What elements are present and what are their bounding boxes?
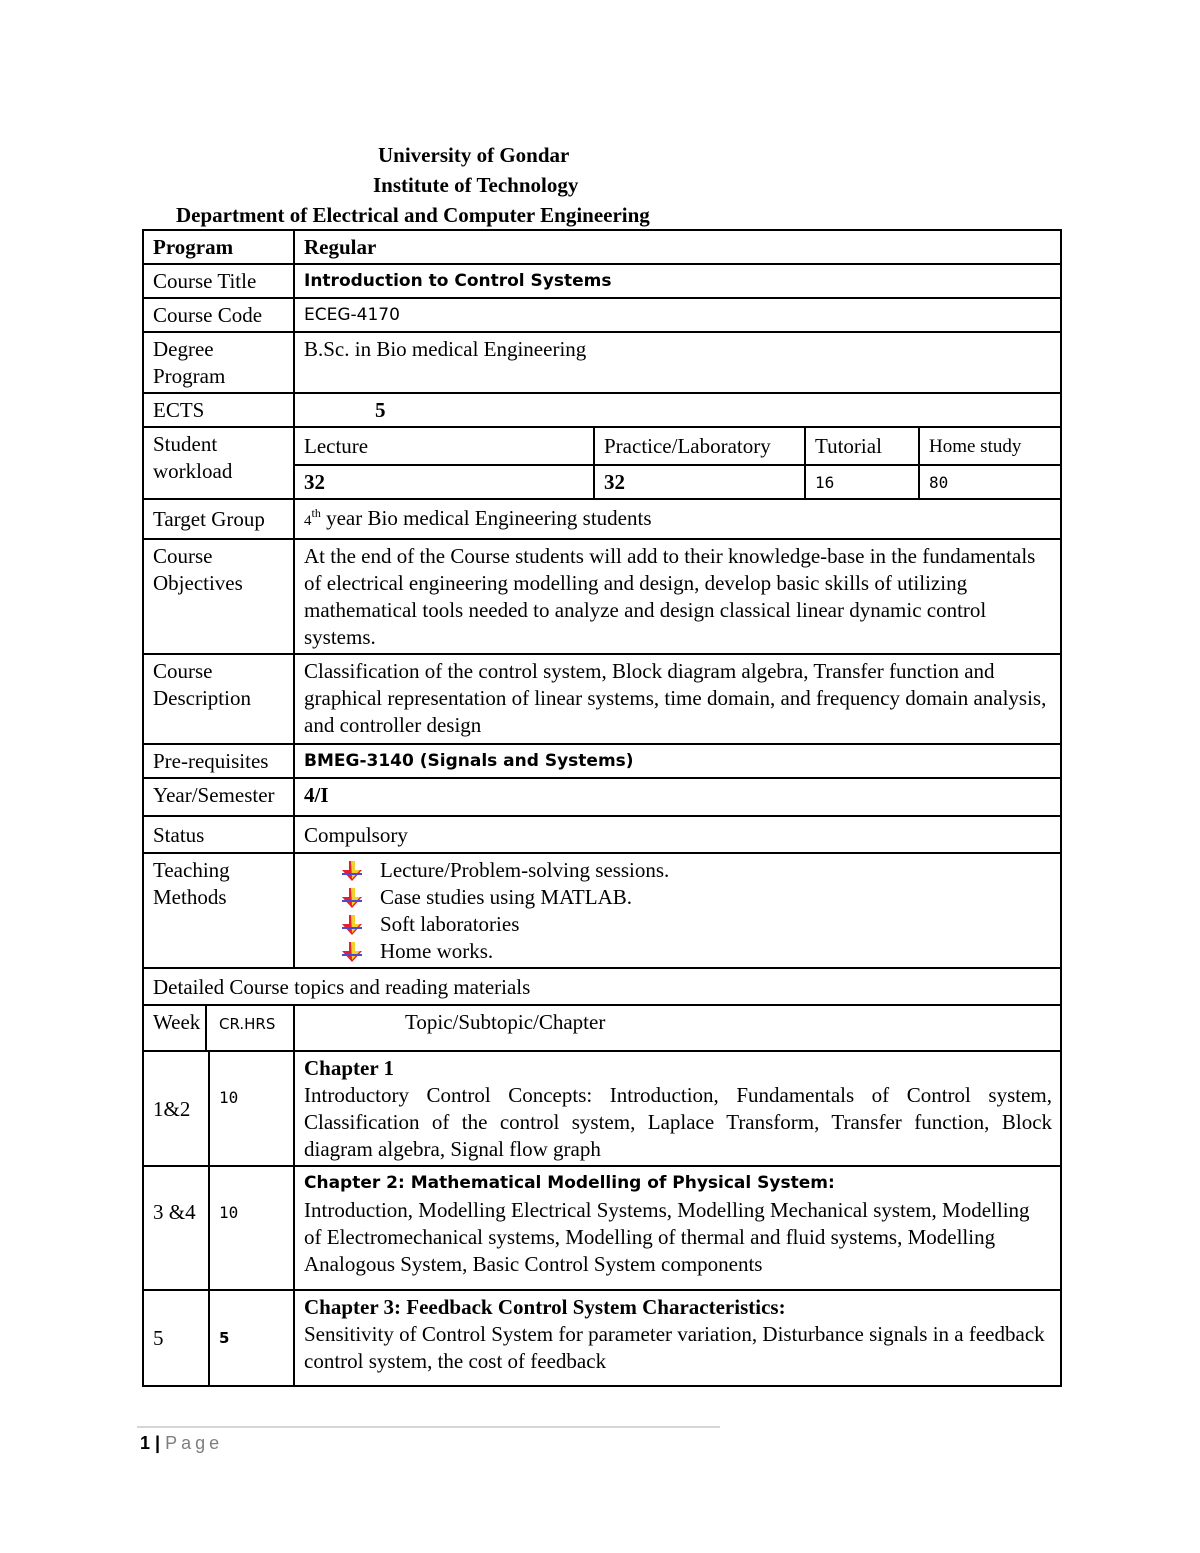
row-topics-heading xyxy=(143,968,1061,1005)
col-hrs-header: CR.HRS xyxy=(219,1015,276,1033)
label-status: Status xyxy=(143,816,294,853)
week-cell: 1&2 xyxy=(143,1051,209,1166)
value-prerequisites: BMEG-3140 (Signals and Systems) xyxy=(294,744,1061,778)
table-row xyxy=(143,1290,1061,1386)
row-topics-header xyxy=(143,1005,1061,1051)
arrow-down-bullet-icon xyxy=(340,860,366,882)
value-teaching-methods xyxy=(294,853,1061,968)
hrs-cell: 10 xyxy=(209,1051,294,1166)
week-cell: 5 xyxy=(143,1290,209,1386)
label-program: Program xyxy=(143,230,294,264)
label-ects: ECTS xyxy=(143,393,294,427)
institute-name: Institute of Technology xyxy=(373,173,579,197)
row-description xyxy=(143,654,1061,744)
row-degree xyxy=(143,332,1061,393)
workload-header-lecture: Lecture xyxy=(294,427,594,465)
row-ects xyxy=(143,393,1061,427)
topic-cell xyxy=(294,1051,1061,1166)
row-objectives xyxy=(143,539,1061,654)
label-degree: Degree Program xyxy=(143,332,294,393)
chapter-content: Introductory Control Concepts: Introduction, Fundamentals of Control system, Classification of the control system, Laplace Transform, Transfer function, Block diagram algebra, Signal flow graph xyxy=(304,1083,1053,1161)
workload-practice-hours: 32 xyxy=(594,465,805,499)
list-item: Lecture/Problem-solving sessions. xyxy=(340,857,1052,884)
week-cell: 3 &4 xyxy=(143,1166,209,1290)
arrow-down-bullet-icon xyxy=(340,887,366,909)
page-separator: | xyxy=(155,1433,161,1453)
label-workload: Student workload xyxy=(143,427,294,499)
topic-cell xyxy=(294,1166,1061,1290)
footer-rule xyxy=(137,1426,720,1428)
row-course-code xyxy=(143,298,1061,332)
list-item: Home works. xyxy=(340,938,1052,965)
value-year-semester: 4/I xyxy=(294,778,1061,816)
value-course-title: Introduction to Control Systems xyxy=(294,264,1061,298)
page-label: Page xyxy=(165,1433,224,1453)
value-program: Regular xyxy=(294,230,1061,264)
col-topic-header: Topic/Subtopic/Chapter xyxy=(294,1005,1061,1051)
list-item: Case studies using MATLAB. xyxy=(340,884,1052,911)
value-objectives: At the end of the Course students will add to their knowledge-base in the fundamentals of electrical engineering modelling and design, develop basic skills of utilizing mathematical tools needed to analyze and design classical linear dynamic control systems. xyxy=(294,539,1061,654)
label-objectives: Course Objectives xyxy=(143,539,294,654)
document-header xyxy=(0,140,1200,230)
col-week-header: Week xyxy=(144,1006,207,1050)
row-status xyxy=(143,816,1061,853)
topic-cell xyxy=(294,1290,1061,1386)
row-course-title xyxy=(143,264,1061,298)
value-target-group xyxy=(294,499,1061,539)
label-target-group: Target Group xyxy=(143,499,294,539)
page-footer xyxy=(140,1433,223,1454)
row-program xyxy=(143,230,1061,264)
value-course-code: ECEG-4170 xyxy=(294,298,1061,332)
value-degree: B.Sc. in Bio medical Engineering xyxy=(294,332,1061,393)
workload-lecture-hours: 32 xyxy=(294,465,594,499)
chapter-content: Introduction, Modelling Electrical Systems, Modelling Mechanical system, Modelling of Electromechanical systems, Modelling of thermal and fluid systems, Modelling Analogous System, Basic Control System components xyxy=(304,1198,1030,1276)
chapter-title: Chapter 1 xyxy=(304,1056,395,1080)
page-number: 1 xyxy=(140,1433,151,1453)
row-year-semester xyxy=(143,778,1061,816)
row-teaching-methods xyxy=(143,853,1061,968)
workload-header-practice: Practice/Laboratory xyxy=(594,427,805,465)
row-workload-headers xyxy=(143,427,1061,465)
hrs-cell: 10 xyxy=(209,1166,294,1290)
university-name: University of Gondar xyxy=(378,143,570,167)
department-name: Department of Electrical and Computer Engineering xyxy=(176,203,650,227)
row-target-group xyxy=(143,499,1061,539)
chapter-title: Chapter 2: Mathematical Modelling of Physical System: xyxy=(304,1173,835,1193)
arrow-down-bullet-icon xyxy=(340,914,366,936)
row-prerequisites xyxy=(143,744,1061,778)
chapter-content: Sensitivity of Control System for parameter variation, Disturbance signals in a feedback control system, the cost of feedback xyxy=(304,1322,1045,1373)
label-description: Course Description xyxy=(143,654,294,744)
label-year-semester: Year/Semester xyxy=(143,778,294,816)
topics-heading: Detailed Course topics and reading materials xyxy=(143,968,1061,1005)
label-course-title: Course Title xyxy=(143,264,294,298)
target-year-suffix: th xyxy=(311,505,321,520)
hrs-cell: 5 xyxy=(209,1290,294,1386)
chapter-title: Chapter 3: Feedback Control System Characteristics: xyxy=(304,1295,786,1319)
course-table xyxy=(142,229,1062,1387)
table-row xyxy=(143,1051,1061,1166)
table-row xyxy=(143,1166,1061,1290)
teaching-methods-list xyxy=(304,857,1052,965)
label-prerequisites: Pre-requisites xyxy=(143,744,294,778)
value-description: Classification of the control system, Block diagram algebra, Transfer function and graphical representation of linear systems, time domain, and frequency domain analysis, and controller design xyxy=(294,654,1061,744)
target-group-text: year Bio medical Engineering students xyxy=(320,505,652,530)
arrow-down-bullet-icon xyxy=(340,941,366,963)
label-teaching-methods: Teaching Methods xyxy=(143,853,294,968)
list-item: Soft laboratories xyxy=(340,911,1052,938)
value-ects: 5 xyxy=(294,393,1061,427)
label-course-code: Course Code xyxy=(143,298,294,332)
workload-tutorial-hours: 16 xyxy=(805,465,919,499)
target-year-number: 4 xyxy=(304,512,312,529)
workload-header-home-study: Home study xyxy=(919,427,1061,465)
value-status: Compulsory xyxy=(294,816,1061,853)
workload-home-study-hours: 80 xyxy=(919,465,1061,499)
workload-header-tutorial: Tutorial xyxy=(805,427,919,465)
topics-header-week-hrs xyxy=(143,1005,294,1051)
